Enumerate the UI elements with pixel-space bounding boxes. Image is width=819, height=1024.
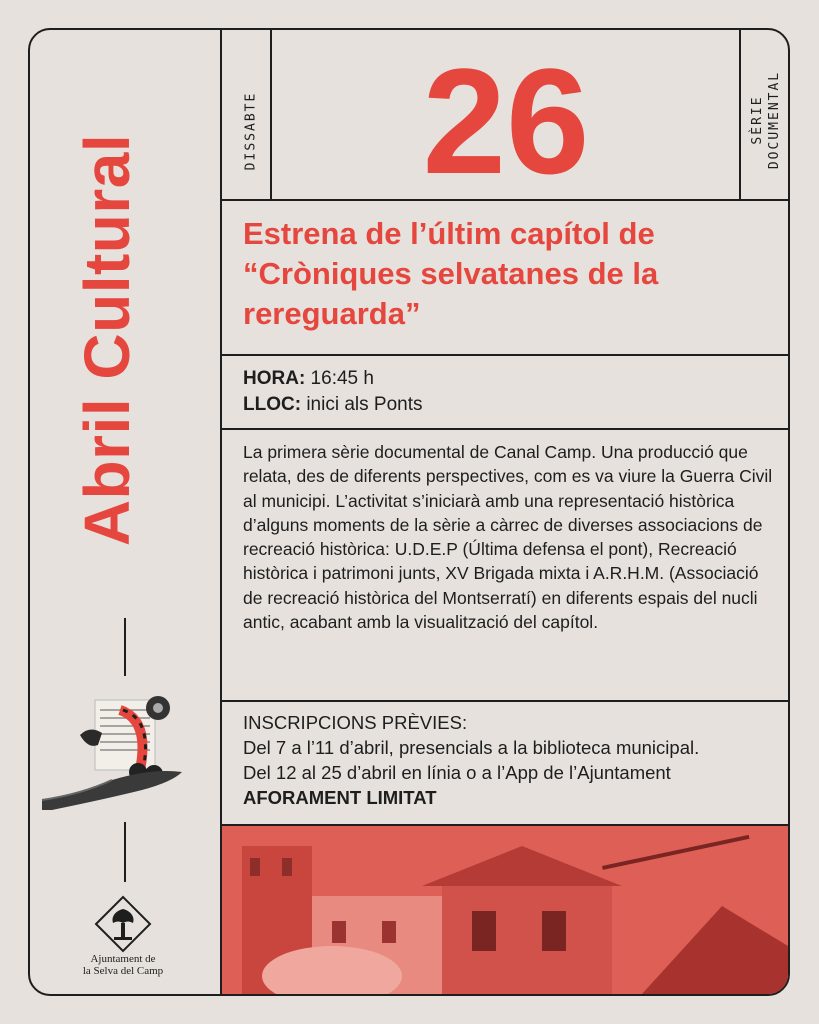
day-number: 26 [422,37,590,205]
hora-label: HORA: [243,368,306,389]
divider-short-top [124,618,126,676]
event-info [243,366,423,418]
day-name [242,76,260,186]
side-title-text: Abril Cultural [71,133,143,547]
inscripcions [243,710,783,810]
event-type-line2: DOCUMENTAL [767,70,782,170]
event-type-line1: SÈRIE [750,95,765,145]
logo-line2: la Selva del Camp [82,965,164,977]
event-type [746,50,786,190]
hora-value: 16:45 h [305,368,374,389]
event-title: Estrena de l’últim capítol de “Cròniques selvatanes de la rereguarda” [243,216,659,331]
lloc-value: inici als Ponts [301,394,423,415]
inscripcions-title: INSCRIPCIONS PRÈVIES: [243,712,468,733]
event-description: La primera sèrie documental de Canal Camp. Una producció que relata, des de diferents perspectives, com es va viure la Guerra Civil al municipi. L’activitat s’iniciarà amb una representació històrica d’alguns moments de la sèrie a càrrec de diverses associacions de recreació històrica: U.D.E.P (Última defensa el pont), Recreació històrica i patrimoni junts, XV Brigada mixta i A.R.H.M. (Associació de recreació històrica del Montserratí) en diferents espais del nucli antic, acabant amb la visualització del capítol. [243,442,773,633]
hora-row [243,366,423,392]
divider-title [220,354,790,356]
side-title [52,60,162,620]
town-crest-icon [88,895,158,953]
lloc-row [243,392,423,418]
historic-buildings-illustration [222,826,788,994]
collage-hand-illustration [40,690,190,810]
event-type-text [749,71,783,169]
lloc-label: LLOC: [243,394,302,415]
logo-line1: Ajuntament de [90,953,156,965]
day-name-text: DISSABTE [243,91,259,171]
town-council-name [60,953,186,977]
divider-description [220,700,790,702]
inscripcions-line2: Del 12 al 25 d’abril en línia o a l’App de l’Ajuntament [243,762,671,783]
inscripcions-line1: Del 7 a l’11 d’abril, presencials a la biblioteca municipal. [243,737,700,758]
historic-photo [222,826,788,994]
divider-info [220,428,790,430]
divider-short-bottom [124,822,126,882]
aforament-label: AFORAMENT LIMITAT [243,787,437,808]
